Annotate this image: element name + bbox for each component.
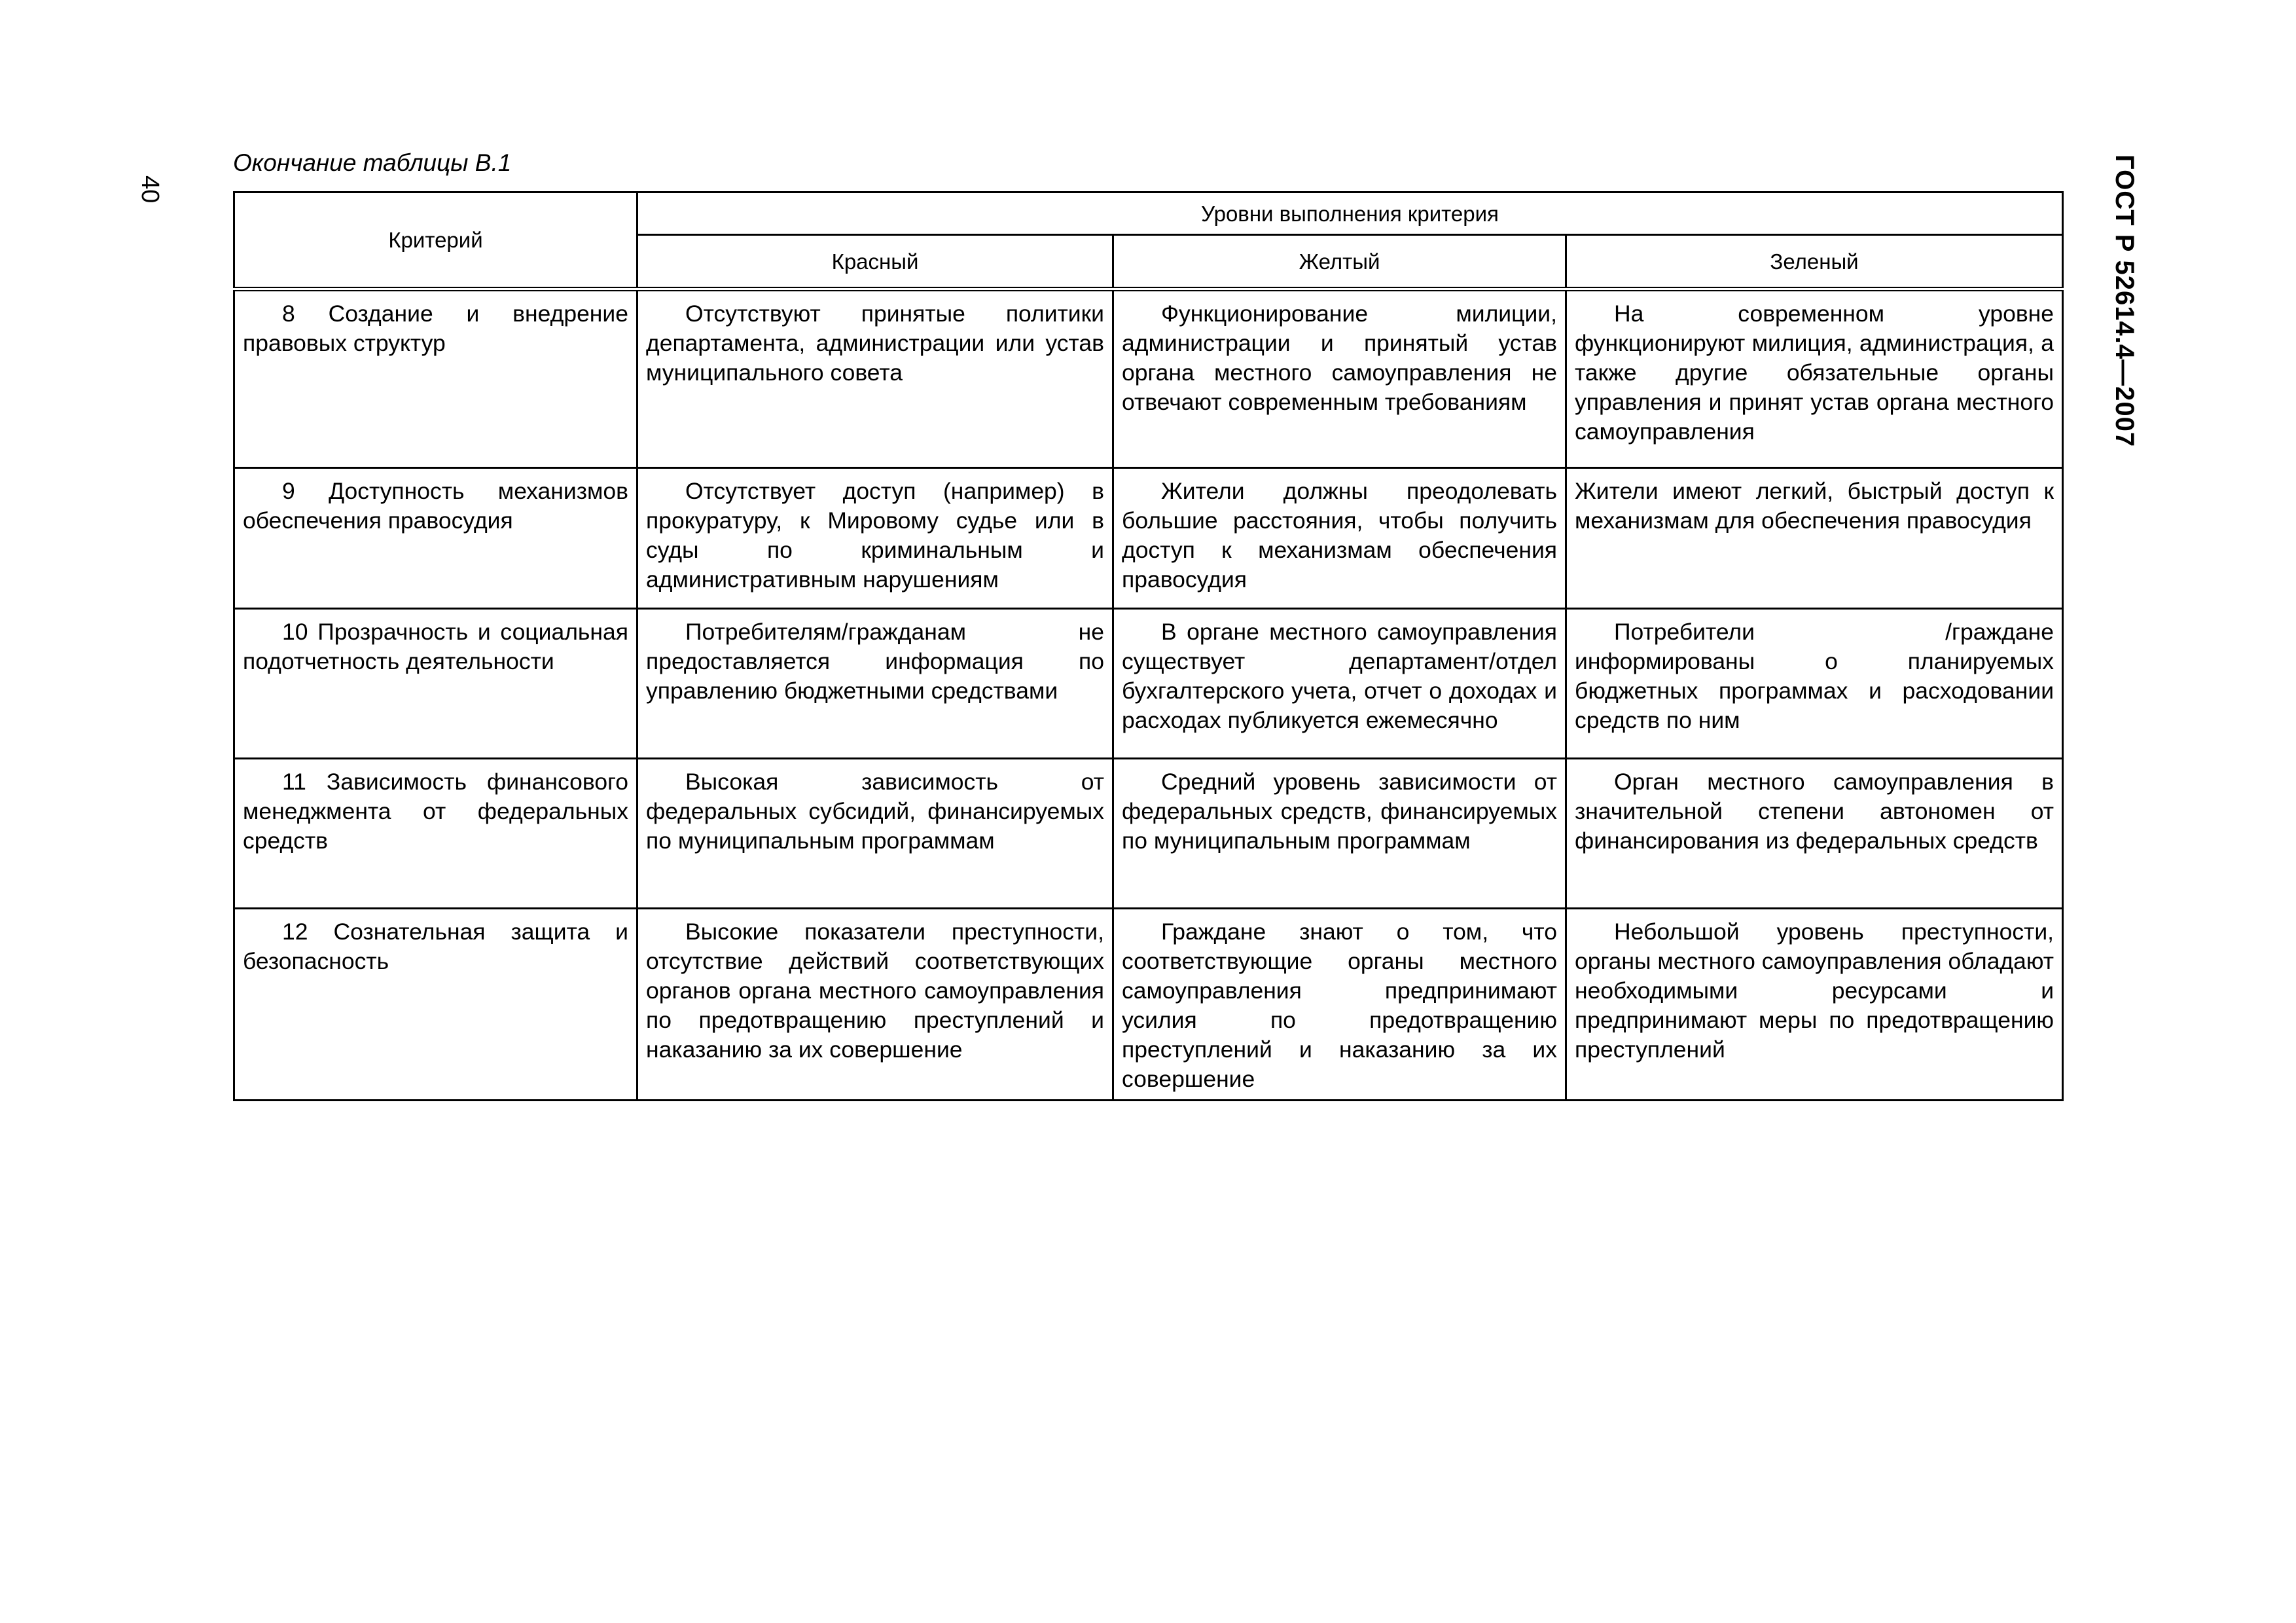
header-criterion: Критерий (234, 192, 637, 289)
table-row (234, 759, 2063, 909)
red-cell: Отсутствуют принятые политики департамента, администрации или устав муниципального совета (637, 289, 1113, 468)
red-cell: Отсутствует доступ (например) в прокуратуру, к Мировому судье или в суды по криминальным и административным нарушениям (637, 468, 1113, 609)
green-cell: Орган местного самоуправления в значительной степени автономен от финансирования из федеральных средств (1566, 759, 2063, 909)
header-yellow: Желтый (1113, 235, 1566, 289)
header-levels: Уровни выполнения критерия (637, 192, 2063, 235)
yellow-cell: В органе местного самоуправления существует департамент/отдел бухгалтерского учета, отчет о доходах и расходах публикуется ежемесячно (1113, 609, 1566, 759)
yellow-cell: Жители должны преодолевать большие расстояния, чтобы получить доступ к механизмам обеспечения правосудия (1113, 468, 1566, 609)
red-cell: Высокая зависимость от федеральных субсидий, финансируемых по муниципальным программам (637, 759, 1113, 909)
red-cell: Потребителям/гражданам не предоставляется информация по управлению бюджетными средствами (637, 609, 1113, 759)
criterion-cell: 8 Создание и внедрение правовых структур (234, 289, 637, 468)
criteria-table (233, 191, 2064, 1101)
yellow-cell: Функционирование милиции, администрации и принятый устав органа местного самоуправления не отвечают современным требованиям (1113, 289, 1566, 468)
page-number: 40 (136, 175, 164, 204)
table-row (234, 609, 2063, 759)
green-cell: На современном уровне функционируют милиция, администрация, а также другие обязательные органы управления и принят устав органа местного самоуправления (1566, 289, 2063, 468)
green-cell: Потребители /граждане информированы о планируемых бюджетных программах и расходовании средств по ним (1566, 609, 2063, 759)
criterion-cell: 11 Зависимость финансового менеджмента от федеральных средств (234, 759, 637, 909)
green-cell: Жители имеют легкий, быстрый доступ к механизмам для обеспечения правосудия (1566, 468, 2063, 609)
header-red: Красный (637, 235, 1113, 289)
yellow-cell: Граждане знают о том, что соответствующие органы местного самоуправления предпринимают усилия по предотвращению преступлений и наказанию за их совершение (1113, 909, 1566, 1101)
red-cell: Высокие показатели преступности, отсутствие действий соответствующих органов органа местного самоуправления по предотвращению преступлений и наказанию за их совершение (637, 909, 1113, 1101)
yellow-cell: Средний уровень зависимости от федеральных средств, финансируемых по муниципальным программам (1113, 759, 1566, 909)
criterion-cell: 10 Прозрачность и социальная подотчетность деятельности (234, 609, 637, 759)
green-cell: Небольшой уровень преступности, органы местного самоуправления обладают необходимыми ресурсами и предпринимают меры по предотвращению преступлений (1566, 909, 2063, 1101)
header-green: Зеленый (1566, 235, 2063, 289)
document-designation: ГОСТ Р 52614.4—2007 (2110, 155, 2139, 448)
table-row (234, 289, 2063, 468)
table-caption: Окончание таблицы В.1 (233, 149, 512, 176)
table-row (234, 909, 2063, 1101)
table-row (234, 468, 2063, 609)
criterion-cell: 12 Сознательная защита и безопасность (234, 909, 637, 1101)
criterion-cell: 9 Доступность механизмов обеспечения правосудия (234, 468, 637, 609)
